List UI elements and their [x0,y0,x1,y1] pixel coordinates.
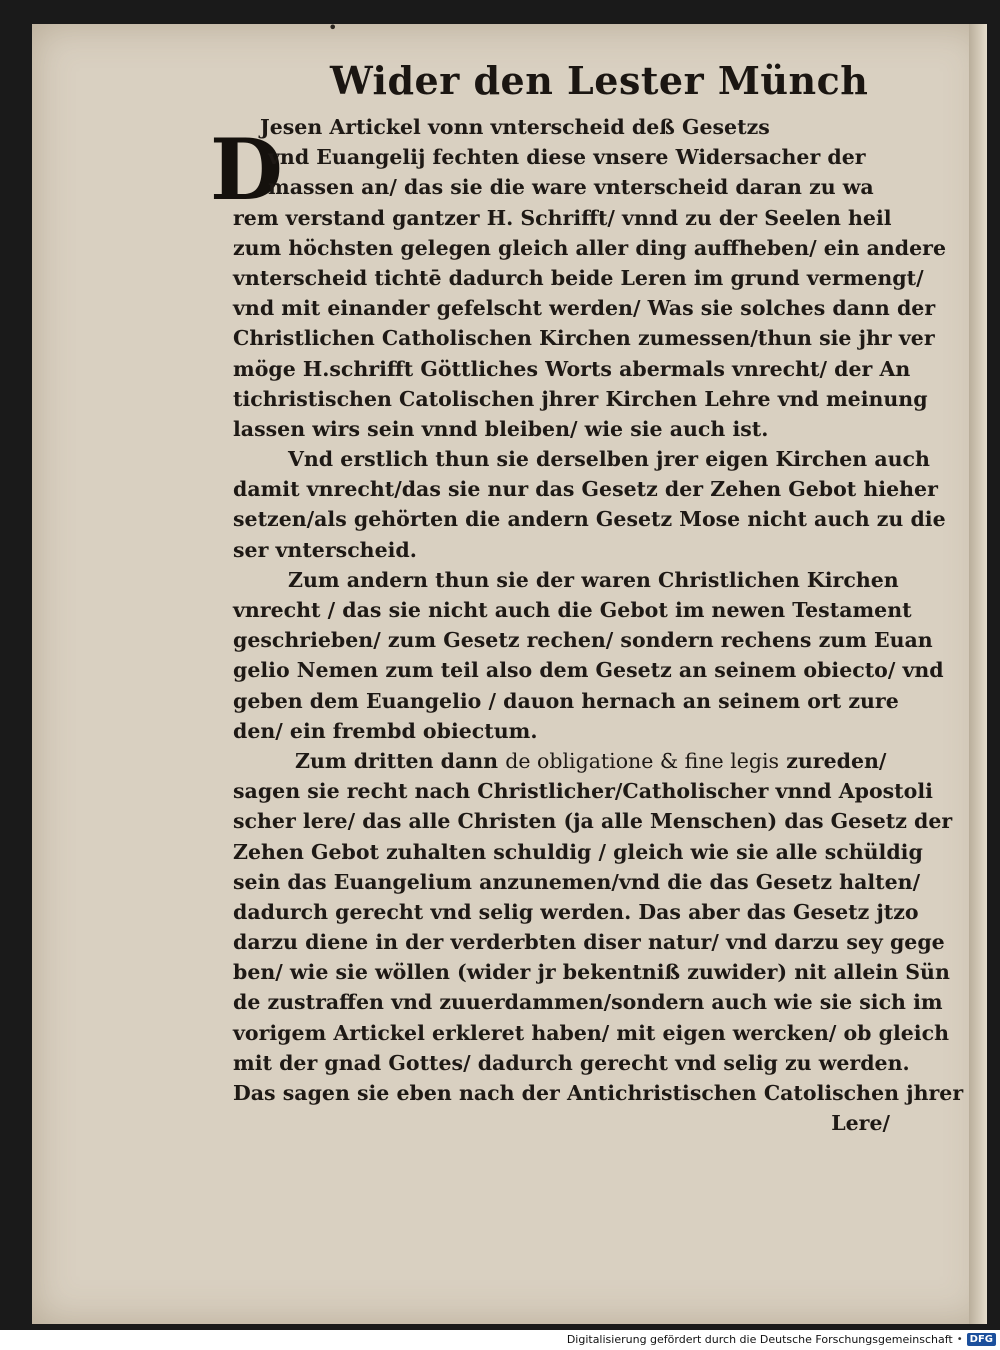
page-edge [969,24,987,1324]
footer-credit [567,1333,996,1346]
text-line: setzen/als gehörten die andern Gesetz Mose nicht auch zu die [233,507,946,532]
text-line: gelio Nemen zum teil also dem Gesetz an seinem obiecto/ vnd [233,658,944,683]
text-line: Zehen Gebot zuhalten schuldig / gleich wie sie alle schüldig [233,839,923,864]
text-line: tichristischen Catolischen jhrer Kirchen Lehre vnd meinung [233,386,928,411]
text-line: geschrieben/ zum Gesetz rechen/ sondern rechens zum Euan [233,628,933,653]
text-line: zum höchsten gelegen gleich aller ding auffheben/ ein andere [233,235,947,260]
text-line: vnd mit einander gefelscht werden/ Was sie solches dann der [233,296,936,321]
text-line: vorigem Artickel erkleret haben/ mit eigen wercken/ ob gleich [233,1020,949,1045]
text-line: dadurch gerecht vnd selig werden. Das aber das Gesetz jtzo [233,899,919,924]
text-line-latin [200,746,890,776]
text-line: rem verstand gantzer H. Schrifft/ vnnd zu der Seelen heil [233,205,892,230]
text-line: vnd Euangelij fechten diese vnsere Widersacher der [268,145,866,170]
drop-cap: D [210,120,283,219]
text-line: ben/ wie sie wöllen (wider jr bekentniß zuwider) nit allein Sün [233,960,950,985]
text-line: mit der gnad Gottes/ dadurch gerecht vnd selig zu werden. [233,1050,910,1075]
text-line: damit vnrecht/das sie nur das Gesetz der Zehen Gebot hieher [233,477,938,502]
text-line: de zustraffen vnd zuuerdammen/sondern auch wie sie sich im [233,990,943,1015]
text-line: Christlichen Catholischen Kirchen zumessen/thun sie jhr ver [233,326,935,351]
text-line: ser vnterscheid. [233,537,417,562]
text-line: scher lere/ das alle Christen (ja alle Menschen) das Gesetz der [233,809,953,834]
page-title: Wider den Lester Münch [330,58,869,103]
text-line: massen an/ das sie die ware vnterscheid daran zu wa [268,175,874,200]
text-line: Jesen Artickel vonn vnterscheid deß Gesetzs [260,115,770,139]
text-line: möge H.schrifft Göttliches Worts abermals vnrecht/ der An [233,356,911,381]
footer-text: Digitalisierung gefördert durch die Deutsche Forschungsgemeinschaft [566,1333,953,1346]
text-segment: Zum dritten dann [295,748,499,773]
text-line: darzu diene in der verderbten diser natur/ vnd darzu sey gege [233,930,945,955]
text-line: vnterscheid tichtē dadurch beide Leren im grund vermengt/ [233,265,924,290]
catchword: Lere/ [831,1111,890,1136]
page-star-mark: • [328,18,338,37]
text-segment: zureden/ [786,748,887,773]
text-line: lassen wirs sein vnnd bleiben/ wie sie auch ist. [233,416,769,441]
text-line: vnrecht / das sie nicht auch die Gebot im newen Testament [233,598,912,622]
footer-dot: • [956,1334,963,1345]
text-line: Das sagen sie eben nach der Antichristischen Catolischen jhrer [233,1081,964,1105]
text-line: Zum andern thun sie der waren Christlichen Kirchen [288,567,899,592]
text-line: geben dem Euangelio / dauon hernach an seinem ort zure [233,688,899,713]
text-line: sagen sie recht nach Christlicher/Catholischer vnnd Apostoli [233,779,933,804]
text-line: sein das Euangelium anzunemen/vnd die das Gesetz halten/ [233,869,921,894]
latin-phrase: de obligatione & fine legis [505,748,780,773]
text-line: den/ ein frembd obiectum. [233,718,538,743]
dfg-logo-icon: DFG [967,1333,996,1346]
body-text [200,112,964,1138]
text-line: Vnd erstlich thun sie derselben jrer eigen Kirchen auch [288,447,930,472]
